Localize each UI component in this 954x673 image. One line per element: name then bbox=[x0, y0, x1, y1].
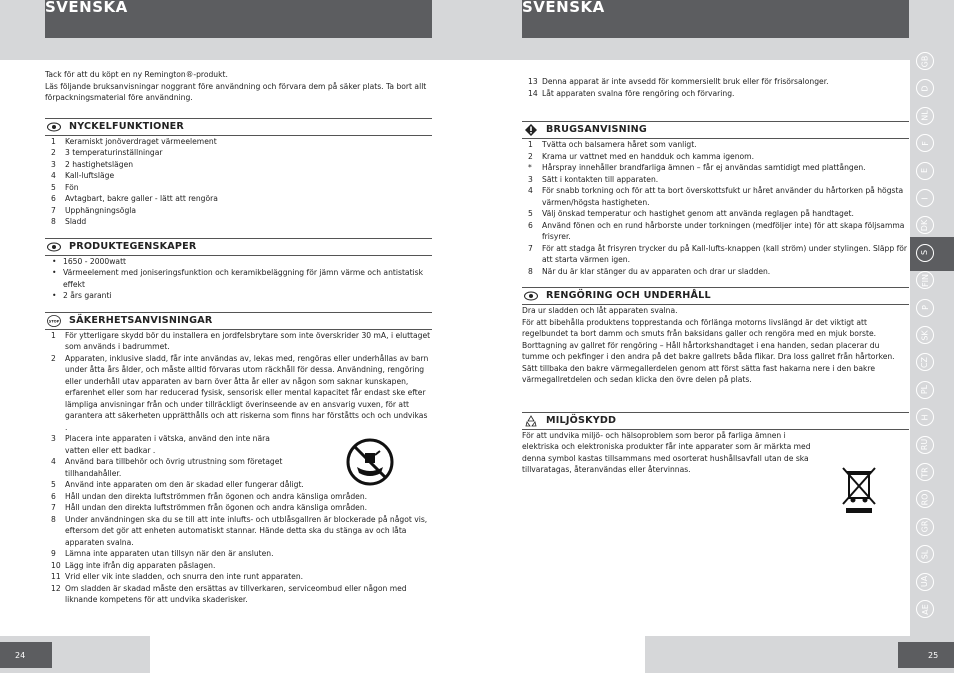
language-code: D bbox=[920, 85, 930, 92]
language-tab-gr[interactable] bbox=[916, 518, 934, 536]
safety-item bbox=[522, 88, 909, 100]
safety-title: SÄKERHETSANVISNINGAR bbox=[69, 314, 213, 326]
instruction-item-number: 5 bbox=[528, 209, 533, 218]
instruction-item-number: 4 bbox=[528, 186, 533, 195]
safety-item-number: 1 bbox=[51, 330, 56, 340]
language-code: GB bbox=[920, 55, 930, 67]
environment-heading bbox=[522, 412, 909, 430]
product-feature-item-text: 1650 - 2000watt bbox=[63, 256, 127, 266]
eye-icon bbox=[524, 291, 538, 301]
safety-item bbox=[45, 548, 432, 560]
language-tab-ru[interactable] bbox=[916, 436, 934, 454]
instruction-item-text: För snabb torkning och för att ta bort överskottsfukt ur håret använder du hårtorken på högsta värmen/högsta hastigheten. bbox=[542, 186, 904, 207]
instruction-item-number: 2 bbox=[528, 151, 533, 161]
safety-item-text: Placera inte apparaten i vätska, använd den inte nära vatten eller ett badkar . bbox=[65, 434, 270, 455]
language-code: AE bbox=[920, 603, 930, 615]
instruction-item-number: 8 bbox=[528, 266, 533, 276]
language-tab-cz[interactable] bbox=[916, 353, 934, 371]
key-feature-item-number: 1 bbox=[51, 136, 56, 146]
language-tab-i[interactable] bbox=[916, 189, 934, 207]
safety-item bbox=[45, 583, 432, 606]
safety-item bbox=[45, 571, 432, 583]
product-feature-item bbox=[45, 290, 432, 302]
recycle-icon bbox=[524, 416, 538, 426]
safety-heading bbox=[45, 312, 432, 330]
safety-continued-list bbox=[522, 76, 909, 99]
instructions-heading bbox=[522, 121, 909, 139]
safety-item bbox=[522, 76, 909, 88]
instruction-item-text: Krama ur vattnet med en handduk och kamma igenom. bbox=[542, 151, 754, 161]
language-tab-ua[interactable] bbox=[916, 573, 934, 591]
language-tab-gb[interactable] bbox=[916, 52, 934, 70]
language-tab-f[interactable] bbox=[916, 134, 934, 152]
product-feature-item-text: Värmeelement med joniseringsfunktion och keramikbeläggning för jämn värme och antistatisk effekt bbox=[63, 268, 424, 289]
safety-item-number: 2 bbox=[51, 353, 56, 363]
instruction-item bbox=[522, 266, 909, 278]
key-feature-item-number: 8 bbox=[51, 217, 56, 226]
product-feature-item bbox=[45, 267, 432, 290]
product-feature-item-number: • bbox=[52, 268, 57, 277]
safety-item bbox=[45, 330, 432, 353]
key-feature-item bbox=[45, 170, 432, 182]
product-feature-item bbox=[45, 256, 432, 268]
language-code: I bbox=[920, 196, 930, 200]
language-tab-sl[interactable] bbox=[916, 545, 934, 563]
left-header-bar bbox=[45, 0, 432, 38]
product-feature-item-number: • bbox=[52, 291, 57, 300]
instruction-item-text: När du är klar stänger du av apparaten och drar ur sladden. bbox=[542, 266, 771, 276]
safety-item bbox=[45, 353, 432, 434]
product-features-title: PRODUKTEGENSKAPER bbox=[69, 240, 197, 252]
product-feature-item-text: 2 års garanti bbox=[63, 291, 112, 300]
language-code: H bbox=[920, 414, 930, 421]
language-code: SL bbox=[920, 549, 930, 559]
safety-item-number: 13 bbox=[528, 77, 538, 86]
language-code: RU bbox=[920, 438, 930, 451]
key-feature-item bbox=[45, 205, 432, 217]
language-code: RO bbox=[920, 493, 930, 506]
key-feature-item bbox=[45, 147, 432, 159]
language-code: S bbox=[920, 250, 930, 256]
key-feature-item bbox=[45, 216, 432, 228]
safety-item-text: Apparaten, inklusive sladd, får inte användas av, lekas med, rengöras eller underhållas av barn under åtta års ålder, och måste alltid förvaras utom räckhåll för dessa. Användning, rengöring eller underhåll utav apparaten av barn över åtta år eller av någon som saknar kunskapen, erfarenhet eller som har reducerad fysisk, sensorisk eller mental kapacitet får endast ske efter lämpliga anvisningar från och under tillräckligt överinseende av en ansvarig vuxen, för att garantera att säkerheten upprätthålls och att riskerna som finns har förståtts och och undvikas . bbox=[65, 353, 429, 432]
safety-item-number: 3 bbox=[51, 434, 56, 443]
safety-item-number: 14 bbox=[528, 88, 538, 98]
language-tab-p[interactable] bbox=[916, 299, 934, 317]
weee-crossed-bin-icon bbox=[840, 466, 878, 514]
safety-item-text: Om sladden är skadad måste den ersättas av tillverkaren, serviceombud eller någon med liknande kompetens för att undvika skaderisker. bbox=[65, 583, 407, 604]
key-feature-item bbox=[45, 136, 432, 148]
instruction-item bbox=[522, 162, 909, 174]
key-feature-item-number: 5 bbox=[51, 182, 56, 192]
safety-item-text: Lägg inte ifrån dig apparaten påslagen. bbox=[65, 560, 216, 570]
language-code: E bbox=[920, 168, 930, 174]
instruction-item bbox=[522, 185, 909, 208]
key-feature-item-text: Fön bbox=[65, 182, 79, 192]
instructions-title: BRUGSANVISNING bbox=[546, 124, 647, 136]
intro-line-2: Läs följande bruksanvisningar noggrant före användning och förvara dem på säker plats. Ta bort allt förpackningsmaterial före användning. bbox=[45, 81, 427, 102]
language-code: P bbox=[920, 305, 930, 311]
right-header-bar bbox=[522, 0, 909, 38]
safety-item bbox=[45, 560, 432, 572]
language-code: FIN bbox=[920, 273, 930, 287]
safety-item-text: Håll undan den direkta luftströmmen från ögonen och andra känsliga områden. bbox=[65, 503, 368, 512]
safety-item-text: Håll undan den direkta luftströmmen från ögonen och andra känsliga områden. bbox=[65, 491, 368, 501]
instruction-item-text: För att stadga åt frisyren trycker du på Kall-lufts-knappen (kall ström) under stylingen. Släpp för att starta värmen igen. bbox=[542, 243, 908, 264]
intro-text bbox=[45, 69, 432, 104]
instruction-item bbox=[522, 139, 909, 151]
language-tab-sk[interactable] bbox=[916, 326, 934, 344]
safety-item-number: 7 bbox=[51, 503, 56, 512]
environment-title: MILJÖSKYDD bbox=[546, 414, 617, 426]
safety-item-number: 9 bbox=[51, 549, 56, 558]
instruction-item bbox=[522, 151, 909, 163]
key-feature-item-text: Sladd bbox=[65, 217, 87, 226]
key-features-heading bbox=[45, 118, 432, 136]
safety-item-text: För ytterligare skydd bör du installera en jordfelsbrytare som inte överskrider 30 mA, i eluttaget som används i badrummet. bbox=[65, 330, 431, 351]
key-feature-item-text: 2 hastighetslägen bbox=[65, 159, 134, 169]
language-tab-fin[interactable] bbox=[916, 271, 934, 289]
language-tab-h[interactable] bbox=[916, 408, 934, 426]
language-code: NL bbox=[920, 110, 930, 122]
key-feature-item-number: 7 bbox=[51, 205, 56, 215]
language-tab-pl[interactable] bbox=[916, 381, 934, 399]
cleaning-heading bbox=[522, 287, 909, 305]
instruction-item-text: Välj önskad temperatur och hastighet genom att använda reglagen på handtaget. bbox=[542, 209, 854, 218]
safety-item-text: Vrid eller vik inte sladden, och snurra den inte runt apparaten. bbox=[65, 572, 304, 581]
right-page-number: 25 bbox=[898, 642, 954, 668]
safety-item-text: Använd bara tillbehör och övrig utrustning som företaget tillhandahåller. bbox=[65, 457, 283, 478]
instruction-item-number: 7 bbox=[528, 243, 533, 253]
safety-item-text: Låt apparaten svalna före rengöring och förvaring. bbox=[542, 88, 735, 98]
safety-item-number: 12 bbox=[51, 583, 61, 593]
key-feature-item bbox=[45, 193, 432, 205]
language-tab-s[interactable] bbox=[916, 244, 934, 262]
left-page-number: 24 bbox=[0, 642, 52, 668]
safety-item-number: 11 bbox=[51, 572, 61, 581]
key-features-list bbox=[45, 136, 432, 228]
language-tab-tr[interactable] bbox=[916, 463, 934, 481]
language-tab-e[interactable] bbox=[916, 162, 934, 180]
language-code: F bbox=[920, 140, 930, 146]
instructions-list bbox=[522, 139, 909, 277]
language-code: SK bbox=[920, 329, 930, 341]
key-feature-item-number: 2 bbox=[51, 148, 56, 157]
instruction-item-number: 3 bbox=[528, 174, 533, 184]
no-water-symbol-icon bbox=[345, 437, 395, 487]
language-tab-ro[interactable] bbox=[916, 490, 934, 508]
product-features-list bbox=[45, 256, 432, 302]
key-feature-item-text: 3 temperaturinställningar bbox=[65, 148, 163, 157]
instruction-item bbox=[522, 243, 909, 266]
safety-item-text: Denna apparat är inte avsedd för kommersiellt bruk eller för frisörsalonger. bbox=[542, 77, 829, 86]
instruction-item-text: Använd fönen och en rund hårborste under torkningen (medföljer inte) för att skapa följsamma frisyrer. bbox=[542, 220, 905, 241]
right-column bbox=[522, 76, 909, 476]
stop-icon bbox=[47, 316, 61, 326]
safety-item-text: Lämna inte apparaten utan tillsyn när den är ansluten. bbox=[65, 549, 274, 558]
key-feature-item bbox=[45, 159, 432, 171]
instruction-item bbox=[522, 174, 909, 186]
cleaning-paragraph-3: Sätt tillbaka den bakre värmegallerdelen genom att först sätta fast hakarna nere i den bakre värmegallretdelen och sedan klicka den övre delen på plats. bbox=[522, 363, 876, 384]
cleaning-paragraph-2: För att bibehålla produktens topprestanda och förlänga motorns livslängd är det viktigt att regelbundet ta bort damm och smuts från baksidans galler och rengöra med en mjuk borste. Borttagning av gallret för rengöring – Håll hårtorkshandtaget i ena handen, sedan placerar du tumme och pekfinger i den andra på det bakre gallrets båda flikar. Dra loss gallret från hårtorken. bbox=[522, 317, 895, 361]
safety-item-number: 5 bbox=[51, 480, 56, 489]
right-page-title: SVENSKA bbox=[522, 0, 605, 16]
product-features-heading bbox=[45, 238, 432, 256]
safety-item-text: Under användningen ska du se till att inte inlufts- och utblåsgallren är blockerade på något vis, eftersom det gör att enheten automatiskt stannar. Hände detta ska du stänga av och låta apparaten svalna. bbox=[65, 514, 428, 547]
language-code: GR bbox=[920, 520, 930, 533]
key-feature-item-text: Avtagbart, bakre galler - lätt att rengöra bbox=[65, 194, 218, 203]
key-feature-item-number: 3 bbox=[51, 159, 56, 169]
language-tab-d[interactable] bbox=[916, 79, 934, 97]
instruction-item-number: * bbox=[528, 163, 532, 172]
instruction-item-number: 1 bbox=[528, 140, 533, 149]
key-features-title: NYCKELFUNKTIONER bbox=[69, 120, 185, 132]
language-code: DK bbox=[920, 219, 930, 232]
safety-item bbox=[45, 514, 432, 549]
key-feature-item-text: Kall-luftsläge bbox=[65, 171, 115, 180]
safety-item-number: 4 bbox=[51, 457, 56, 466]
svg-text:STOP: STOP bbox=[48, 319, 60, 323]
instruction-item bbox=[522, 208, 909, 220]
instruction-item-text: Sätt i kontakten till apparaten. bbox=[542, 174, 659, 184]
key-feature-item bbox=[45, 182, 432, 194]
language-code: PL bbox=[920, 385, 930, 395]
key-feature-item-number: 6 bbox=[51, 194, 56, 203]
safety-item bbox=[45, 491, 432, 503]
safety-item-number: 8 bbox=[51, 514, 56, 524]
language-code: TR bbox=[920, 466, 930, 478]
cleaning-title: RENGÖRING OCH UNDERHÅLL bbox=[546, 290, 711, 302]
key-feature-item-number: 4 bbox=[51, 171, 56, 180]
cleaning-text bbox=[522, 305, 909, 386]
instruction-item-text: Tvätta och balsamera håret som vanligt. bbox=[542, 140, 697, 149]
eye-icon bbox=[47, 242, 61, 252]
safety-item-number: 6 bbox=[51, 491, 56, 501]
instruction-item bbox=[522, 220, 909, 243]
instruction-item-text: Hårspray innehåller brandfarliga ämnen – får ej användas samtidigt med plattången. bbox=[542, 163, 866, 172]
key-feature-item-text: Keramiskt jonöverdraget värmeelement bbox=[65, 136, 217, 146]
instruction-item-number: 6 bbox=[528, 220, 533, 230]
key-feature-item-text: Upphängningsögla bbox=[65, 205, 137, 215]
intro-line-1: Tack för att du köpt en ny Remington®-produkt. bbox=[45, 70, 228, 79]
cleaning-paragraph-1: Dra ur sladden och låt apparaten svalna. bbox=[522, 306, 678, 315]
left-column bbox=[45, 69, 432, 606]
language-tab-ae[interactable] bbox=[916, 600, 934, 618]
safety-item bbox=[45, 502, 432, 514]
safety-item-number: 10 bbox=[51, 560, 61, 570]
language-tab-dk[interactable] bbox=[916, 216, 934, 234]
language-code: UA bbox=[920, 575, 930, 588]
product-feature-item-number: • bbox=[52, 256, 57, 266]
language-tab-nl[interactable] bbox=[916, 107, 934, 125]
language-code: CZ bbox=[920, 356, 930, 368]
environment-paragraph: För att undvika miljö- och hälsoproblem som beror på farliga ämnen i elektriska och elektroniska produkter får inte apparater som är märkta med denna symbol kastas tillsammans med osorterat hushållsavfall utan de ska tillvaratagas, återanvändas eller återvinnas. bbox=[522, 430, 811, 474]
safety-item-text: Använd inte apparaten om den är skadad eller fungerar dåligt. bbox=[65, 480, 304, 489]
language-sidebar bbox=[910, 38, 954, 636]
exclamation-icon bbox=[524, 125, 538, 135]
left-page-title: SVENSKA bbox=[45, 0, 128, 16]
eye-icon bbox=[47, 122, 61, 132]
